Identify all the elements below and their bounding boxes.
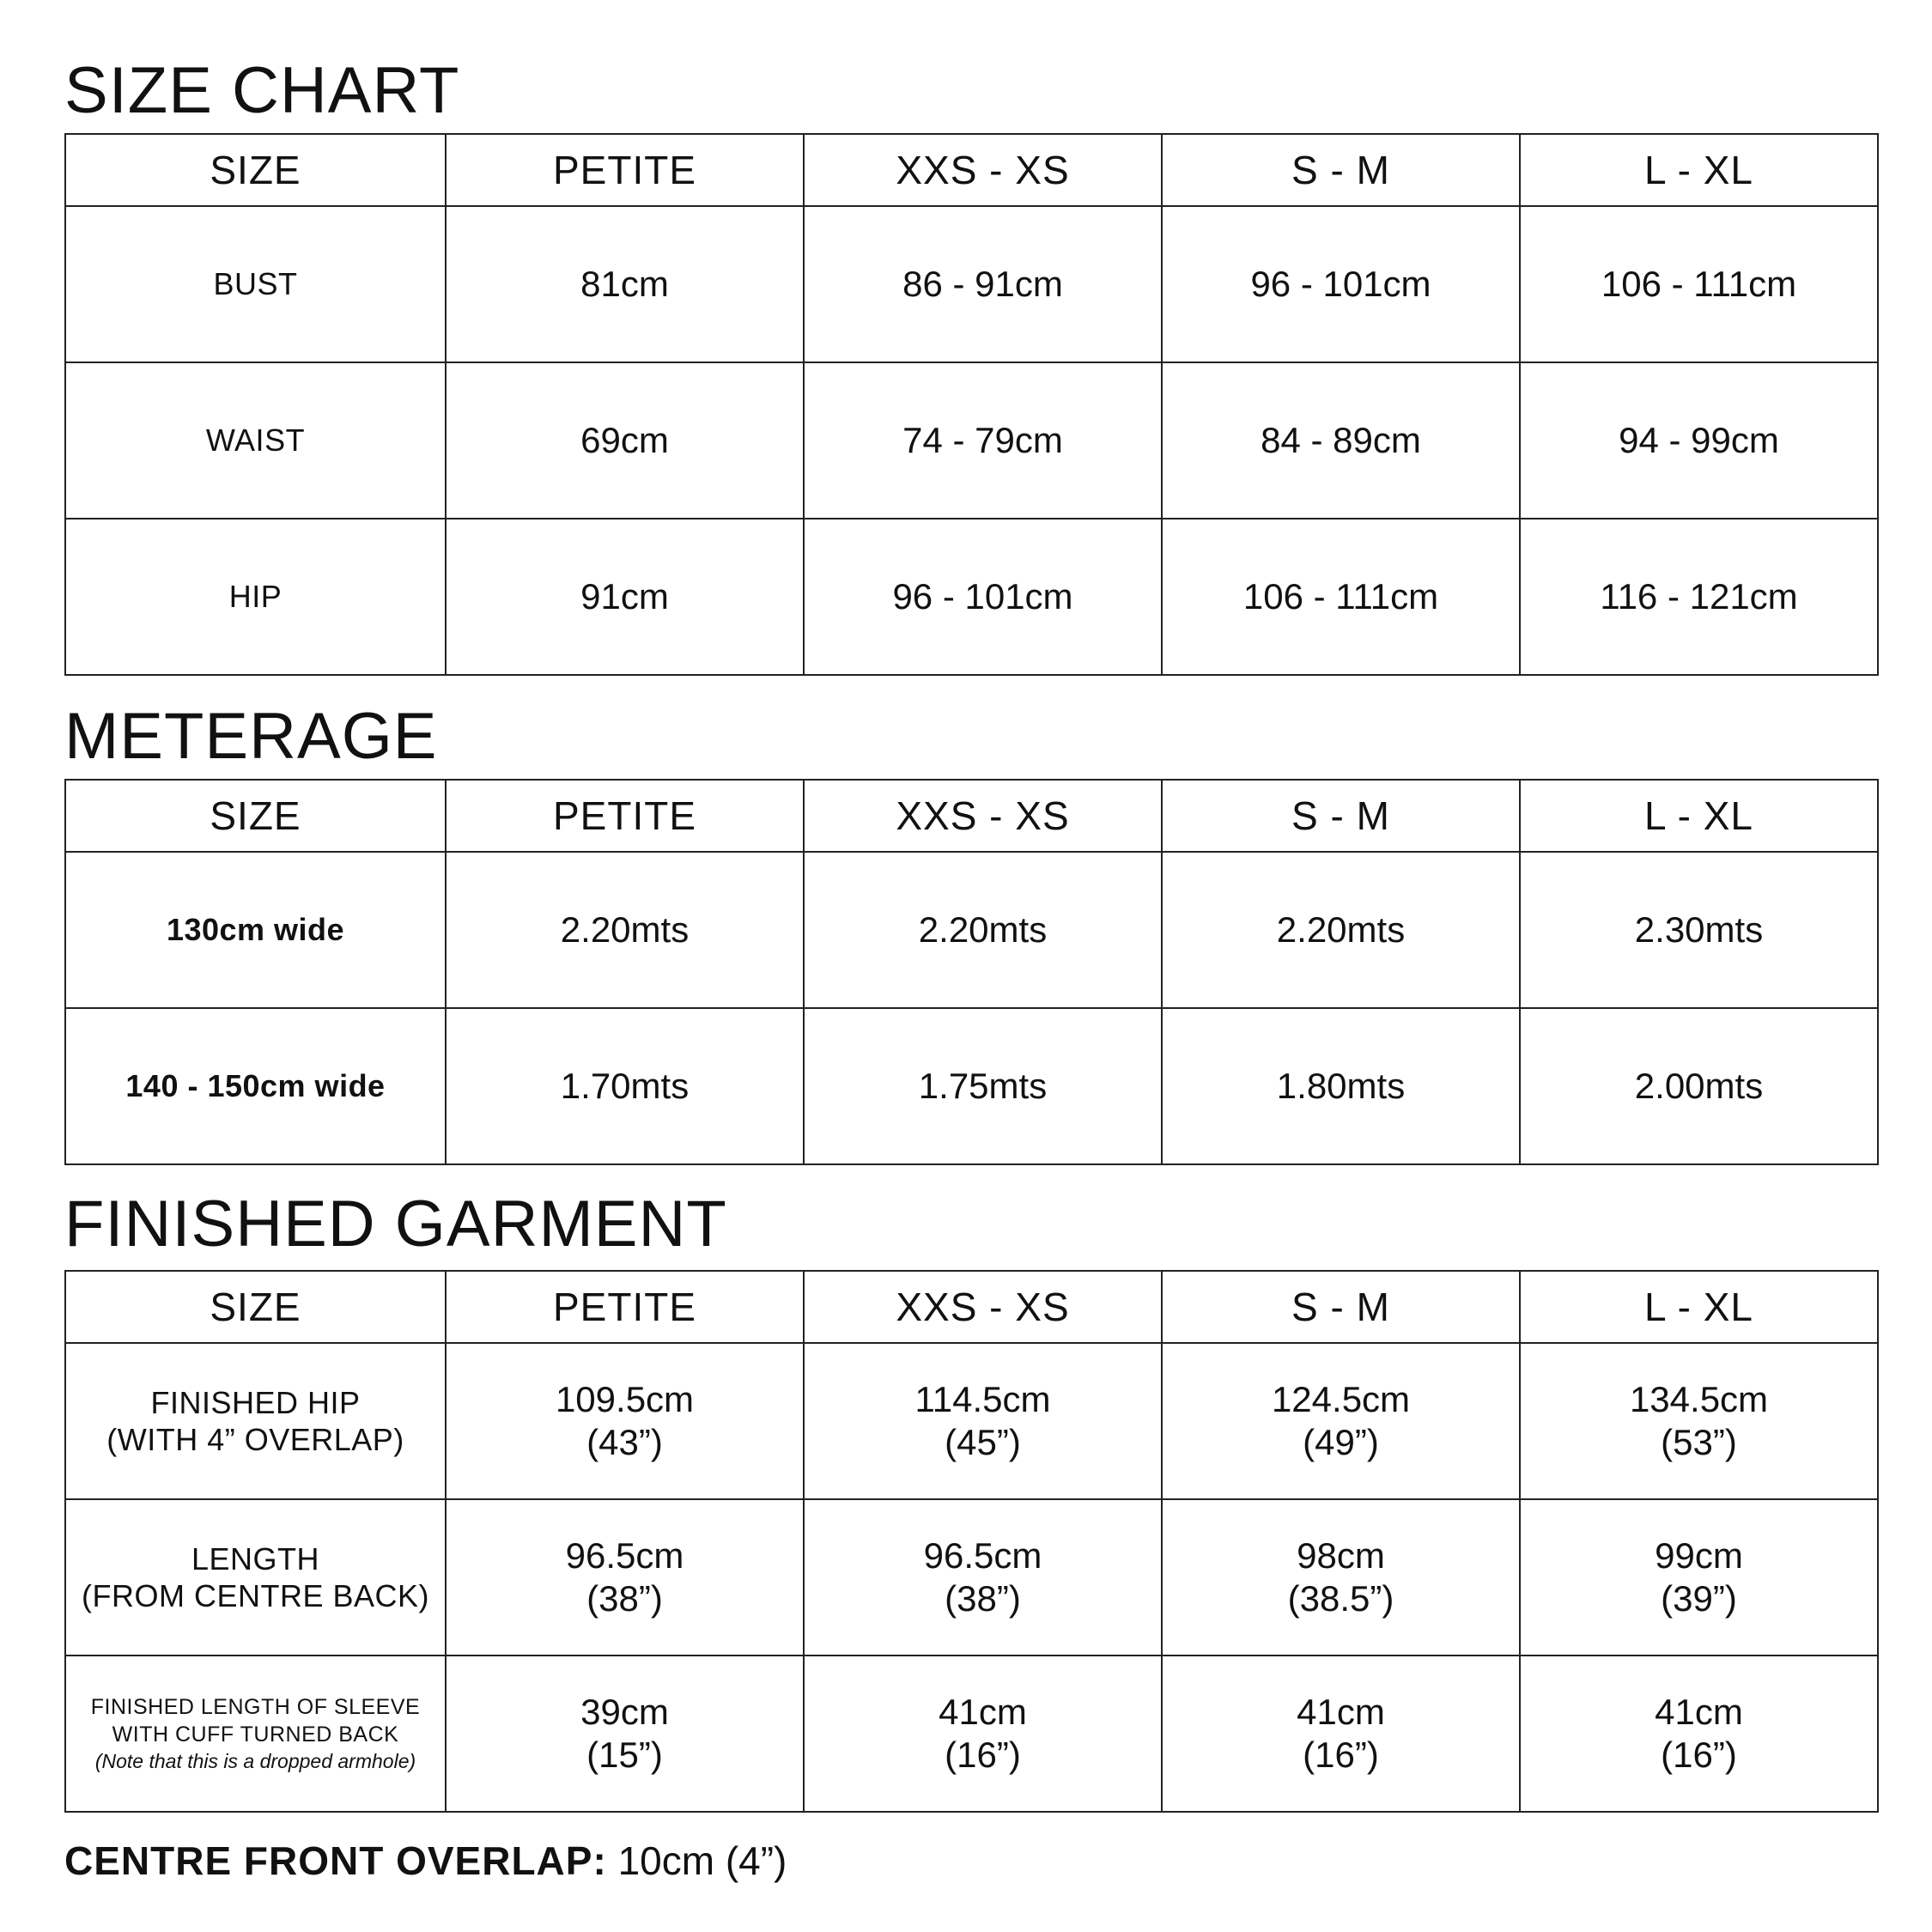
table-cell: 84 - 89cm	[1162, 362, 1520, 519]
column-header-s-m: S - M	[1162, 1271, 1520, 1343]
cell-metric: 41cm	[939, 1691, 1027, 1732]
table-cell: 116 - 121cm	[1520, 519, 1878, 675]
size-chart-title: SIZE CHART	[64, 54, 460, 127]
table-cell: 106 - 111cm	[1520, 206, 1878, 362]
row-label-finished-hip	[65, 1343, 446, 1499]
column-header-petite: PETITE	[446, 780, 804, 852]
table-cell: 86 - 91cm	[804, 206, 1162, 362]
table-cell: 69cm	[446, 362, 804, 519]
table-cell: 1.70mts	[446, 1008, 804, 1164]
table-header-row	[65, 134, 1878, 206]
table-cell	[1162, 1499, 1520, 1656]
row-label-line: FINISHED HIP	[150, 1384, 361, 1420]
table-cell: 2.30mts	[1520, 852, 1878, 1008]
table-row	[65, 852, 1878, 1008]
cell-metric: 39cm	[580, 1691, 669, 1732]
cell-imperial: (16”)	[1303, 1735, 1379, 1775]
cell-imperial: (16”)	[945, 1735, 1021, 1775]
row-label-line: FINISHED LENGTH OF SLEEVE	[90, 1694, 421, 1719]
cell-metric: 41cm	[1655, 1691, 1743, 1732]
cell-imperial: (16”)	[1661, 1735, 1737, 1775]
cell-imperial: (53”)	[1661, 1422, 1737, 1462]
row-label-hip: HIP	[65, 519, 446, 675]
table-cell: 96 - 101cm	[804, 519, 1162, 675]
cell-metric: 41cm	[1297, 1691, 1385, 1732]
table-cell: 1.75mts	[804, 1008, 1162, 1164]
table-header-row	[65, 780, 1878, 852]
column-header-size: SIZE	[65, 1271, 446, 1343]
column-header-xxs-xs: XXS - XS	[804, 134, 1162, 206]
column-header-l-xl: L - XL	[1520, 1271, 1878, 1343]
row-label-line: (FROM CENTRE BACK)	[82, 1578, 429, 1613]
table-cell: 2.20mts	[1162, 852, 1520, 1008]
table-header-row	[65, 1271, 1878, 1343]
table-cell	[1162, 1656, 1520, 1812]
cell-imperial: (43”)	[586, 1422, 663, 1462]
column-header-l-xl: L - XL	[1520, 780, 1878, 852]
table-cell	[1520, 1499, 1878, 1656]
table-row	[65, 1008, 1878, 1164]
table-cell	[1520, 1343, 1878, 1499]
column-header-xxs-xs: XXS - XS	[804, 780, 1162, 852]
table-row	[65, 1343, 1878, 1499]
table-row	[65, 362, 1878, 519]
table-cell: 94 - 99cm	[1520, 362, 1878, 519]
cell-metric: 99cm	[1655, 1534, 1743, 1576]
column-header-xxs-xs: XXS - XS	[804, 1271, 1162, 1343]
row-label-130cm-wide: 130cm wide	[65, 852, 446, 1008]
table-cell	[446, 1343, 804, 1499]
finished-garment-title: FINISHED GARMENT	[64, 1188, 727, 1261]
row-label-line: WITH CUFF TURNED BACK	[112, 1722, 399, 1747]
table-cell	[446, 1656, 804, 1812]
table-cell: 2.00mts	[1520, 1008, 1878, 1164]
table-cell	[804, 1343, 1162, 1499]
cell-imperial: (38”)	[586, 1578, 663, 1619]
table-cell	[1162, 1343, 1520, 1499]
table-cell	[1520, 1656, 1878, 1812]
cell-imperial: (39”)	[1661, 1578, 1737, 1619]
cell-imperial: (45”)	[945, 1422, 1021, 1462]
row-label-line: LENGTH	[191, 1540, 320, 1577]
table-cell	[804, 1499, 1162, 1656]
column-header-petite: PETITE	[446, 1271, 804, 1343]
column-header-l-xl: L - XL	[1520, 134, 1878, 206]
column-header-petite: PETITE	[446, 134, 804, 206]
meterage-table	[64, 779, 1879, 1165]
row-label-length	[65, 1499, 446, 1656]
row-label-line: (WITH 4” OVERLAP)	[106, 1422, 404, 1457]
table-cell: 2.20mts	[446, 852, 804, 1008]
table-row	[65, 1656, 1878, 1812]
row-label-bust: BUST	[65, 206, 446, 362]
table-cell: 1.80mts	[1162, 1008, 1520, 1164]
cell-metric: 124.5cm	[1271, 1378, 1411, 1419]
cell-imperial: (49”)	[1303, 1422, 1379, 1462]
centre-front-overlap	[64, 1838, 787, 1884]
column-header-size: SIZE	[65, 780, 446, 852]
centre-front-overlap-label: CENTRE FRONT OVERLAP:	[64, 1838, 607, 1883]
table-cell: 2.20mts	[804, 852, 1162, 1008]
table-cell: 91cm	[446, 519, 804, 675]
row-label-140-150cm-wide: 140 - 150cm wide	[65, 1008, 446, 1164]
cell-imperial: (15”)	[586, 1735, 663, 1775]
table-row	[65, 206, 1878, 362]
meterage-title: METERAGE	[64, 700, 438, 773]
table-row	[65, 1499, 1878, 1656]
row-label-sleeve-length	[65, 1656, 446, 1812]
table-cell	[446, 1499, 804, 1656]
cell-metric: 96.5cm	[923, 1534, 1042, 1576]
table-cell: 96 - 101cm	[1162, 206, 1520, 362]
cell-metric: 114.5cm	[914, 1378, 1051, 1419]
size-chart-table	[64, 133, 1879, 676]
table-cell: 106 - 111cm	[1162, 519, 1520, 675]
cell-metric: 96.5cm	[565, 1534, 684, 1576]
finished-garment-table	[64, 1270, 1879, 1813]
table-cell	[804, 1656, 1162, 1812]
column-header-s-m: S - M	[1162, 780, 1520, 852]
row-label-note: (Note that this is a dropped armhole)	[94, 1749, 416, 1772]
table-cell: 81cm	[446, 206, 804, 362]
cell-metric: 134.5cm	[1629, 1378, 1769, 1419]
column-header-size: SIZE	[65, 134, 446, 206]
centre-front-overlap-value: 10cm (4”)	[617, 1838, 787, 1883]
table-row	[65, 519, 1878, 675]
cell-imperial: (38”)	[945, 1578, 1021, 1619]
column-header-s-m: S - M	[1162, 134, 1520, 206]
cell-imperial: (38.5”)	[1287, 1578, 1394, 1619]
cell-metric: 98cm	[1297, 1534, 1385, 1576]
table-cell: 74 - 79cm	[804, 362, 1162, 519]
cell-metric: 109.5cm	[555, 1378, 695, 1419]
row-label-waist: WAIST	[65, 362, 446, 519]
